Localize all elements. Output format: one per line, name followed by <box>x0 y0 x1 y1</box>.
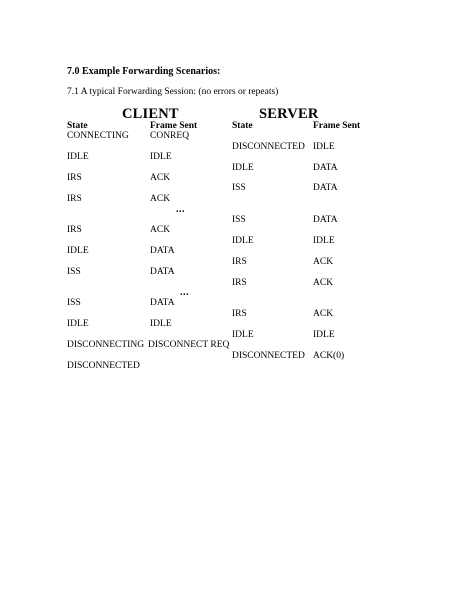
server-row-frame: ACK(0) <box>313 351 345 361</box>
server-row-frame: ACK <box>313 278 334 288</box>
client-row-state: ISS <box>67 298 81 308</box>
client-row-frame: ACK <box>150 194 171 204</box>
client-state-header: State <box>67 121 88 131</box>
client-row-state: IDLE <box>67 246 89 256</box>
client-row-frame: DISCONNECT REQ <box>148 340 230 350</box>
server-row-frame: DATA <box>313 183 338 193</box>
client-row-state: IRS <box>67 194 82 204</box>
server-row-state: DISCONNECTED <box>232 142 305 152</box>
server-row-state: IRS <box>232 309 247 319</box>
client-row-frame: IDLE <box>150 319 172 329</box>
client-row-frame: ACK <box>150 225 171 235</box>
server-ellipsis: ... <box>180 287 189 298</box>
server-row-frame: ACK <box>313 309 334 319</box>
client-row-state: IDLE <box>67 319 89 329</box>
server-row-state: DISCONNECTED <box>232 351 305 361</box>
server-row-state: ISS <box>232 215 246 225</box>
server-row-state: IRS <box>232 278 247 288</box>
client-row-state: DISCONNECTING <box>67 340 145 350</box>
client-row-state: IRS <box>67 173 82 183</box>
client-title: CLIENT <box>122 106 179 122</box>
server-row-frame: IDLE <box>313 330 335 340</box>
client-row-frame: IDLE <box>150 152 172 162</box>
client-row-frame: DATA <box>150 267 175 277</box>
section-heading: 7.0 Example Forwarding Scenarios: <box>67 66 221 77</box>
server-row-state: IDLE <box>232 163 254 173</box>
server-row-frame: DATA <box>313 163 338 173</box>
server-row-frame: IDLE <box>313 142 335 152</box>
client-row-frame: DATA <box>150 246 175 256</box>
server-row-state: IRS <box>232 257 247 267</box>
client-row-state: IDLE <box>67 152 89 162</box>
subsection-heading: 7.1 A typical Forwarding Session: (no errors or repeats) <box>67 87 279 97</box>
client-row-frame: ACK <box>150 173 171 183</box>
server-row-frame: DATA <box>313 215 338 225</box>
client-row-frame: CONREQ <box>150 131 190 141</box>
client-row-frame: DATA <box>150 298 175 308</box>
client-row-state: IRS <box>67 225 82 235</box>
server-row-frame: ACK <box>313 257 334 267</box>
server-row-state: ISS <box>232 183 246 193</box>
client-row-state: ISS <box>67 267 81 277</box>
server-row-state: IDLE <box>232 236 254 246</box>
server-state-header: State <box>232 121 253 131</box>
server-frame-header: Frame Sent <box>313 121 361 131</box>
client-ellipsis: ... <box>176 204 185 215</box>
server-row-state: IDLE <box>232 330 254 340</box>
client-frame-header: Frame Sent <box>150 121 198 131</box>
server-title: SERVER <box>259 106 319 122</box>
client-row-state: CONNECTING <box>67 131 129 141</box>
server-row-frame: IDLE <box>313 236 335 246</box>
client-row-state: DISCONNECTED <box>67 361 140 371</box>
